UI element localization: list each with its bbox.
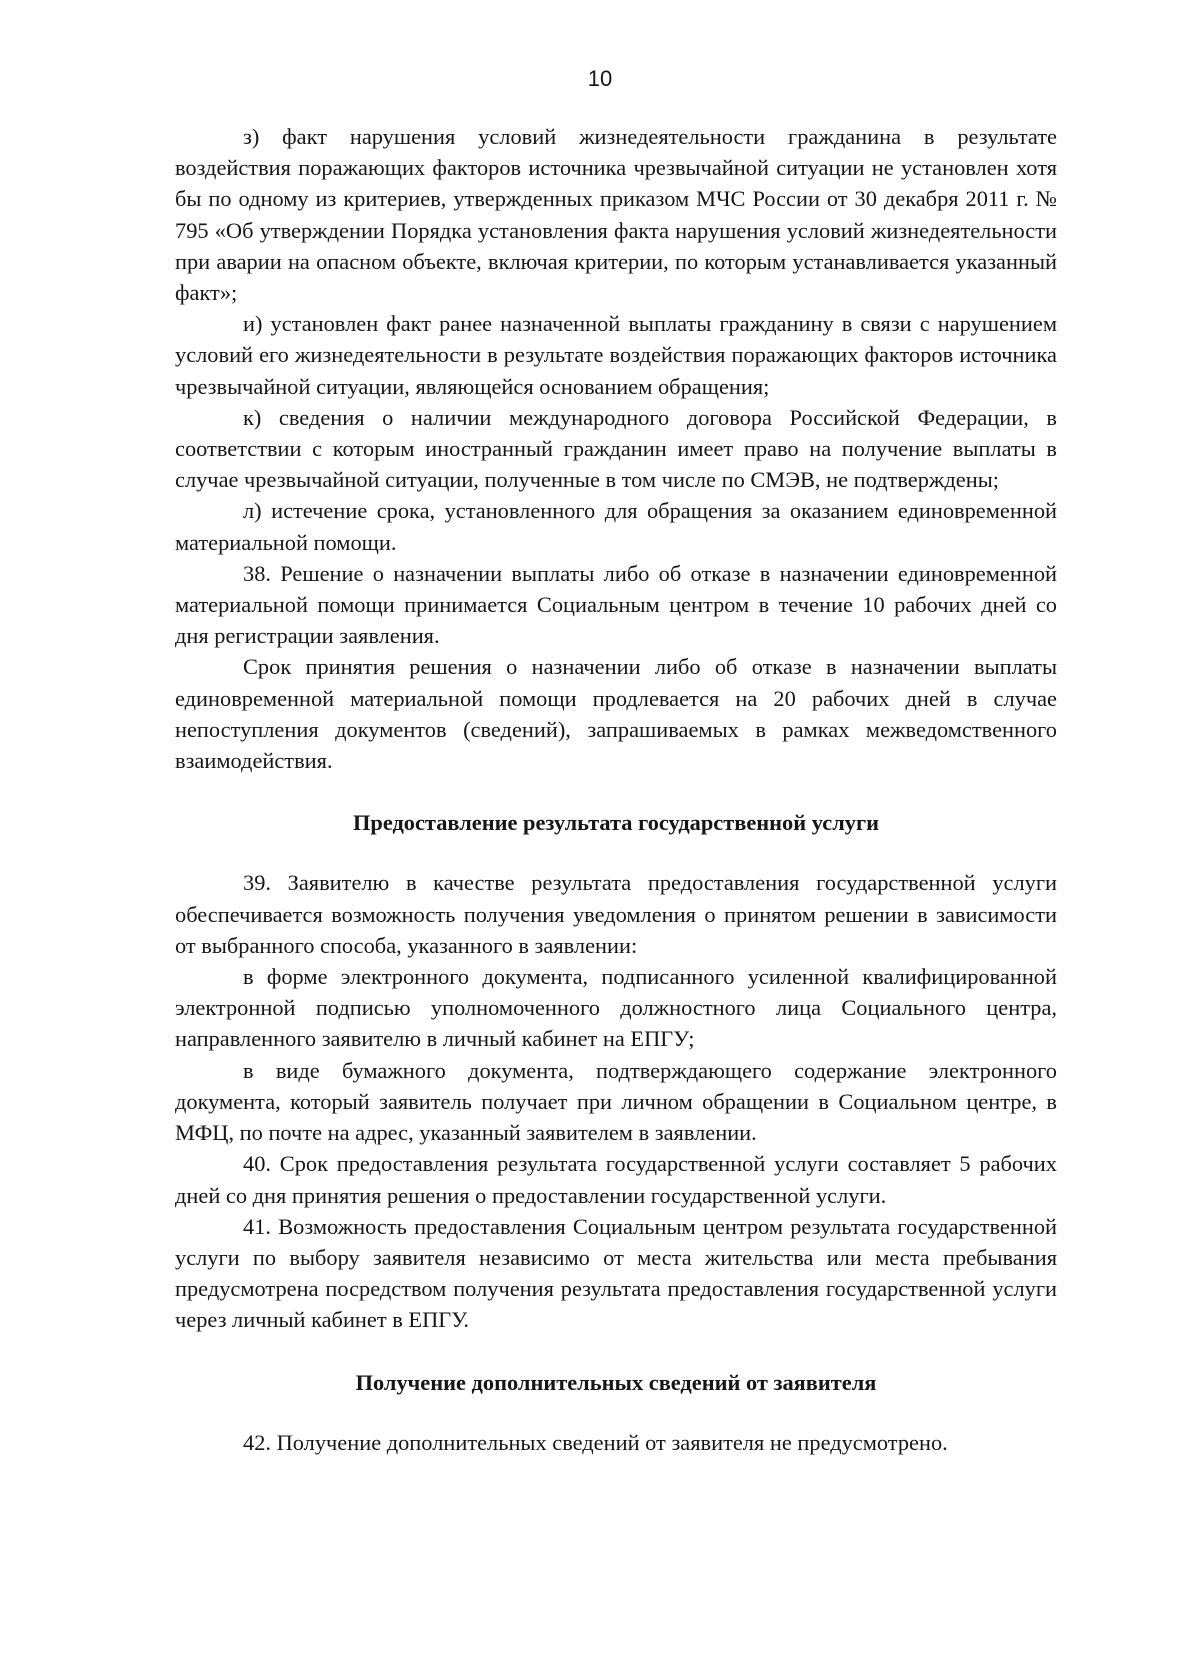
paragraph-38: 38. Решение о назначении выплаты либо об отказе в назначении единовременной материальной помощи принимается Социальным центром в течение 10 рабочих дней со дня регистрации заявления.: [175, 560, 1057, 649]
paragraph-i: и) установлен факт ранее назначенной выплаты гражданину в связи с нарушением условий его жизнедеятельности в результате воздействия поражающих факторов источника чрезвычайной ситуации, являющейся основанием обращения;: [175, 311, 1057, 399]
paragraph-40: 40. Срок предоставления результата государственной услуги составляет 5 рабочих дней со дня принятия решения о предоставлении государственной услуги.: [175, 1151, 1057, 1208]
section-heading-additional: Получение дополнительных сведений от заявителя: [355, 1369, 877, 1395]
paragraph-39-electronic: в форме электронного документа, подписанного усиленной квалифицированной электронной подписью уполномоченного должностного лица Социального центра, направленного заявителю в личный кабинет на ЕПГУ;: [175, 964, 1057, 1052]
section-heading-result: Предоставление результата государственной услуги: [352, 810, 880, 836]
paragraph-z: з) факт нарушения условий жизнедеятельности гражданина в результате воздействия поражающих факторов источника чрезвычайной ситуации не установлен хотя бы по одному из критериев, утвержденных приказом МЧС России от 30 декабря 2011 г. № 795 «Об утверждении Порядка установления факта нарушения условий жизнедеятельности при аварии на опасном объекте, включая критерии, по которым устанавливается указанный факт»;: [175, 124, 1057, 306]
paragraph-38-extension: Срок принятия решения о назначении либо об отказе в назначении выплаты единовременной материальной помощи продлевается на 20 рабочих дней в случае непоступления документов (сведений), запрашиваемых в рамках межведомственного взаимодействия.: [175, 654, 1057, 774]
paragraph-42: 42. Получение дополнительных сведений от заявителя не предусмотрено.: [243, 1429, 948, 1455]
paragraph-k: к) сведения о наличии международного договора Российской Федерации, в соответствии с которым иностранный гражданин имеет право на получение выплаты в случае чрезвычайной ситуации, полученные в том числе по СМЭВ, не подтверждены;: [175, 404, 1057, 493]
document-body: [175, 121, 1057, 1458]
paragraph-39-paper: в виде бумажного документа, подтверждающего содержание электронного документа, который заявитель получает при личном обращении в Социальном центре, в МФЦ, по почте на адрес, указанный заявителем в заявлении.: [175, 1057, 1057, 1146]
paragraph-41: 41. Возможность предоставления Социальным центром результата государственной услуги по выбору заявителя независимо от места жительства или места пребывания предусмотрена посредством получения результата предоставления государственной услуги через личный кабинет в ЕПГУ.: [175, 1213, 1057, 1333]
page-number: 10: [587, 66, 613, 91]
paragraph-l: л) истечение срока, установленного для обращения за оказанием единовременной материальной помощи.: [175, 498, 1057, 555]
paragraph-39: 39. Заявителю в качестве результата предоставления государственной услуги обеспечивается возможность получения уведомления о принятом решении в зависимости от выбранного способа, указанного в заявлении:: [175, 870, 1057, 958]
